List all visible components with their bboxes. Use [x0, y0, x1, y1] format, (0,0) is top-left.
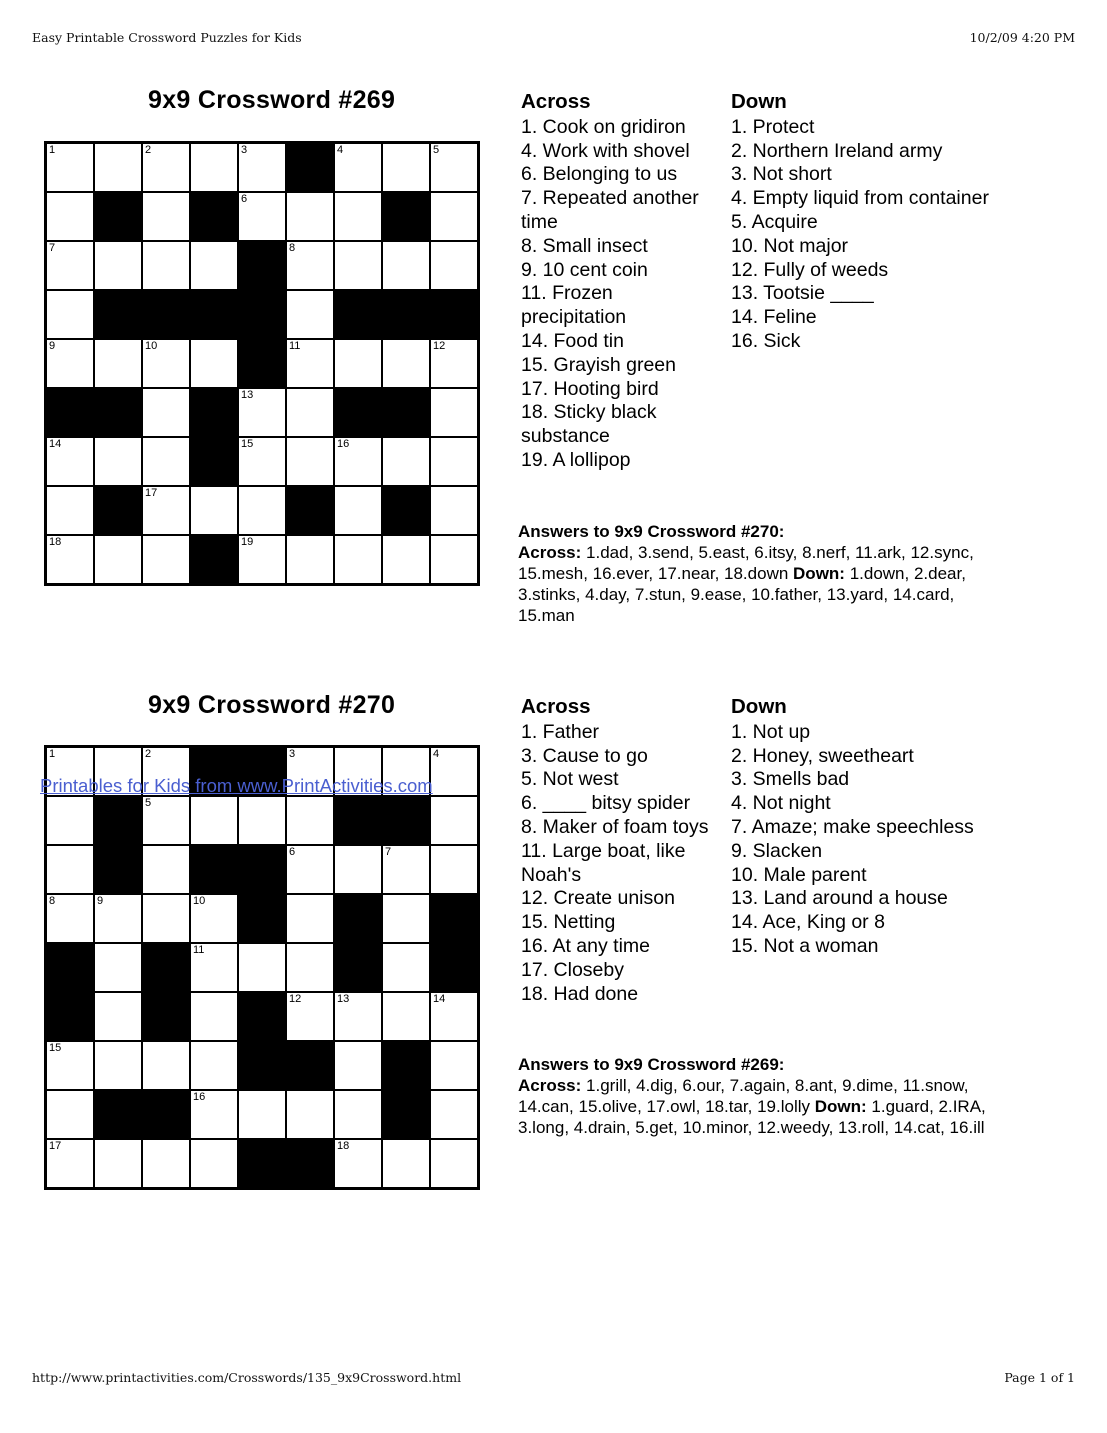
grid-cell[interactable] — [430, 192, 478, 241]
grid-cell[interactable] — [238, 143, 286, 192]
grid-block-cell — [190, 845, 238, 894]
clue-item: 3. Not short — [731, 163, 832, 186]
grid-cell[interactable] — [430, 1139, 478, 1188]
grid-cell[interactable] — [238, 192, 286, 241]
grid-cell[interactable] — [190, 143, 238, 192]
grid-block-cell — [94, 388, 142, 437]
grid-cell[interactable] — [142, 192, 190, 241]
grid-block-cell — [238, 241, 286, 290]
cell-number: 8 — [49, 895, 56, 907]
grid-cell[interactable] — [94, 437, 142, 486]
cell-number: 13 — [241, 389, 254, 401]
clue-item: 15. Not a woman — [731, 934, 879, 957]
header-timestamp: 10/2/09 4:20 PM — [969, 30, 1075, 45]
grid-block-cell — [382, 796, 430, 845]
page-footer — [32, 1370, 1075, 1385]
grid-cell[interactable] — [430, 535, 478, 584]
footer-url: http://www.printactivities.com/Crosswords/135_9x9Crossword.html — [32, 1370, 462, 1385]
clue-list-down-269 — [731, 116, 991, 354]
clue-item: 15. Grayish green — [521, 353, 677, 376]
grid-block-cell — [430, 894, 478, 943]
clue-item: 3. Cause to go — [521, 744, 648, 767]
grid-cell[interactable] — [142, 143, 190, 192]
clue-item: 14. Ace, King or 8 — [731, 911, 885, 934]
grid-cell[interactable] — [382, 143, 430, 192]
clue-item: 7. Amaze; make speechless — [731, 815, 974, 838]
grid-cell[interactable] — [334, 192, 382, 241]
grid-block-cell — [190, 290, 238, 339]
cell-number: 7 — [385, 846, 392, 858]
clue-item: 1. Not up — [731, 720, 811, 743]
cell-number: 2 — [145, 144, 152, 156]
clue-item: 16. Sick — [731, 329, 801, 352]
answers-down-text-270: 1.guard, 2.IRA, 3.long, 4.drain, 5.get, 10.minor, 12.weedy, 13.roll, 14.cat, 16.ill — [518, 1097, 986, 1137]
grid-cell[interactable] — [190, 1139, 238, 1188]
cell-number: 17 — [145, 487, 158, 499]
grid-cell[interactable] — [46, 1041, 94, 1090]
clue-item: 1. Cook on gridiron — [521, 115, 686, 138]
answers-down-label-270: Down: — [814, 1097, 867, 1116]
clue-item: 15. Netting — [521, 911, 616, 934]
clue-item: 18. Sticky black substance — [521, 401, 657, 448]
answers-across-label-270: Across: — [518, 1076, 582, 1095]
grid-block-cell — [190, 192, 238, 241]
clue-item: 7. Repeated another time — [521, 187, 699, 233]
grid-row — [46, 388, 478, 437]
grid-row — [46, 992, 478, 1041]
grid-cell[interactable] — [334, 1090, 382, 1139]
crossword-grid-270[interactable] — [44, 745, 480, 1190]
clue-item: 2. Northern Ireland army — [731, 139, 943, 162]
grid-cell[interactable] — [46, 845, 94, 894]
cell-number: 4 — [337, 144, 344, 156]
grid-cell[interactable] — [334, 845, 382, 894]
grid-cell[interactable] — [190, 1090, 238, 1139]
grid-block-cell — [382, 1090, 430, 1139]
grid-cell[interactable] — [382, 437, 430, 486]
grid-cell[interactable] — [334, 339, 382, 388]
grid-cell[interactable] — [334, 437, 382, 486]
grid-cell[interactable] — [334, 486, 382, 535]
grid-block-cell — [238, 992, 286, 1041]
grid-cell[interactable] — [334, 1041, 382, 1090]
grid-block-cell — [238, 290, 286, 339]
grid-cell[interactable] — [46, 1139, 94, 1188]
grid-block-cell — [190, 437, 238, 486]
grid-cell[interactable] — [286, 894, 334, 943]
grid-row — [46, 796, 478, 845]
grid-row — [46, 845, 478, 894]
cell-number: 11 — [193, 944, 205, 956]
clue-item: 4. Not night — [731, 792, 831, 815]
cell-number: 7 — [49, 242, 56, 254]
grid-cell[interactable] — [94, 1041, 142, 1090]
clue-item: 19. A lollipop — [521, 448, 631, 471]
grid-cell[interactable] — [142, 486, 190, 535]
grid-row — [46, 192, 478, 241]
cell-number: 12 — [289, 993, 302, 1005]
grid-cell[interactable] — [142, 339, 190, 388]
clue-list-down-270 — [731, 721, 991, 959]
clues-across-269 — [521, 90, 721, 473]
grid-cell[interactable] — [238, 1090, 286, 1139]
grid-cell[interactable] — [286, 388, 334, 437]
grid-cell[interactable] — [46, 894, 94, 943]
grid-cell[interactable] — [382, 943, 430, 992]
grid-cell[interactable] — [94, 1139, 142, 1188]
answers-across-label-269: Across: — [518, 543, 582, 562]
cell-number: 6 — [241, 193, 248, 205]
grid-cell[interactable] — [286, 290, 334, 339]
clue-item: 17. Closeby — [521, 958, 624, 981]
grid-block-cell — [142, 992, 190, 1041]
clue-item: 2. Honey, sweetheart — [731, 744, 914, 767]
grid-cell[interactable] — [190, 943, 238, 992]
grid-cell[interactable] — [286, 241, 334, 290]
clue-item: 18. Had done — [521, 982, 639, 1005]
crossword-grid-269[interactable] — [44, 141, 480, 586]
grid-cell[interactable] — [142, 894, 190, 943]
clue-item: 4. Work with shovel — [521, 139, 690, 162]
clue-item: 8. Maker of foam toys — [521, 815, 709, 838]
grid-cell[interactable] — [286, 992, 334, 1041]
cell-number: 9 — [97, 895, 104, 907]
grid-cell[interactable] — [382, 992, 430, 1041]
grid-block-cell — [286, 1139, 334, 1188]
clue-item: 10. Not major — [731, 234, 849, 257]
clue-item: 9. Slacken — [731, 839, 823, 862]
grid-row — [46, 437, 478, 486]
grid-block-cell — [94, 486, 142, 535]
grid-cell[interactable] — [430, 143, 478, 192]
grid-block-cell — [94, 1090, 142, 1139]
grid-cell[interactable] — [46, 486, 94, 535]
cell-number: 16 — [193, 1091, 206, 1103]
grid-cell[interactable] — [142, 437, 190, 486]
grid-block-cell — [382, 388, 430, 437]
grid-cell[interactable] — [286, 845, 334, 894]
clue-item: 8. Small insect — [521, 234, 648, 257]
grid-cell[interactable] — [142, 388, 190, 437]
cell-number: 5 — [433, 144, 440, 156]
grid-cell[interactable] — [334, 535, 382, 584]
grid-row — [46, 290, 478, 339]
footer-page-number: Page 1 of 1 — [1004, 1370, 1075, 1385]
clue-item: 17. Hooting bird — [521, 377, 659, 400]
grid-cell[interactable] — [142, 1041, 190, 1090]
grid-block-cell — [238, 339, 286, 388]
grid-block-cell — [286, 143, 334, 192]
grid-cell[interactable] — [430, 845, 478, 894]
grid-cell[interactable] — [286, 192, 334, 241]
clue-item: 4. Empty liquid from container — [731, 187, 989, 210]
grid-block-cell — [286, 486, 334, 535]
grid-cell[interactable] — [190, 241, 238, 290]
clue-item: 1. Father — [521, 720, 600, 743]
grid-cell[interactable] — [430, 437, 478, 486]
clue-item: 11. Frozen precipitation — [521, 282, 627, 329]
grid-cell[interactable] — [94, 535, 142, 584]
grid-block-cell — [334, 290, 382, 339]
grid-block-cell — [382, 486, 430, 535]
cell-number: 8 — [289, 242, 296, 254]
grid-cell[interactable] — [238, 796, 286, 845]
grid-cell[interactable] — [286, 943, 334, 992]
clue-item: 12. Fully of weeds — [731, 258, 889, 281]
grid-cell[interactable] — [238, 437, 286, 486]
grid-block-cell — [238, 845, 286, 894]
grid-cell[interactable] — [46, 796, 94, 845]
cell-number: 2 — [145, 748, 152, 760]
grid-cell[interactable] — [46, 143, 94, 192]
cell-number: 10 — [193, 895, 206, 907]
grid-cell[interactable] — [238, 486, 286, 535]
grid-block-cell — [334, 943, 382, 992]
grid-cell[interactable] — [142, 1139, 190, 1188]
grid-cell[interactable] — [94, 943, 142, 992]
grid-cell[interactable] — [94, 241, 142, 290]
cell-number: 11 — [289, 340, 301, 352]
grid-cell[interactable] — [430, 1041, 478, 1090]
grid-row — [46, 894, 478, 943]
clue-item: 14. Feline — [731, 306, 817, 329]
grid-cell[interactable] — [142, 796, 190, 845]
grid-row — [46, 143, 478, 192]
grid-block-cell — [46, 992, 94, 1041]
grid-cell[interactable] — [430, 796, 478, 845]
grid-cell[interactable] — [94, 143, 142, 192]
grid-cell[interactable] — [286, 437, 334, 486]
answers-down-label-269: Down: — [793, 564, 845, 583]
answers-title-270: Answers to 9x9 Crossword #269: — [518, 1055, 785, 1074]
grid-row — [46, 339, 478, 388]
grid-cell[interactable] — [46, 290, 94, 339]
cell-number: 19 — [241, 536, 254, 548]
grid-cell[interactable] — [430, 992, 478, 1041]
cell-number: 12 — [433, 340, 446, 352]
grid-cell[interactable] — [94, 894, 142, 943]
clue-item: 9. 10 cent coin — [521, 258, 648, 281]
grid-cell[interactable] — [334, 241, 382, 290]
clue-item: 14. Food tin — [521, 329, 624, 352]
grid-cell[interactable] — [382, 1139, 430, 1188]
grid-block-cell — [94, 290, 142, 339]
grid-cell[interactable] — [46, 1090, 94, 1139]
puzzle-269-title: 9x9 Crossword #269 — [148, 86, 396, 114]
grid-cell[interactable] — [238, 943, 286, 992]
grid-block-cell — [94, 192, 142, 241]
grid-cell[interactable] — [190, 796, 238, 845]
clue-item: 1. Protect — [731, 115, 815, 138]
clue-item: 5. Acquire — [731, 210, 818, 233]
grid-block-cell — [334, 894, 382, 943]
grid-cell[interactable] — [430, 747, 478, 796]
grid-cell[interactable] — [190, 486, 238, 535]
clue-list-across-269 — [521, 116, 721, 473]
grid-cell[interactable] — [430, 388, 478, 437]
grid-block-cell — [142, 290, 190, 339]
clue-item: 16. At any time — [521, 934, 650, 957]
answers-down-text-269: 1.down, 2.dear, 3.stinks, 4.day, 7.stun, 9.ease, 10.father, 13.yard, 14.card, 15.man — [518, 564, 966, 625]
grid-cell[interactable] — [46, 535, 94, 584]
grid-block-cell — [382, 192, 430, 241]
answers-body-269 — [518, 542, 988, 626]
cell-number: 1 — [49, 144, 56, 156]
cell-number: 17 — [49, 1140, 62, 1152]
grid-block-cell — [190, 535, 238, 584]
answers-body-270 — [518, 1075, 988, 1138]
clue-list-across-270 — [521, 721, 726, 1007]
answers-block-270 — [518, 1054, 988, 1138]
grid-row — [46, 1041, 478, 1090]
grid-cell[interactable] — [382, 845, 430, 894]
clue-item: 10. Male parent — [731, 863, 867, 886]
cell-number: 18 — [337, 1140, 350, 1152]
grid-cell[interactable] — [382, 339, 430, 388]
grid-cell[interactable] — [190, 1041, 238, 1090]
grid-block-cell — [46, 388, 94, 437]
answers-across-text-269: 1.dad, 3.send, 5.east, 6.itsy, 8.nerf, 11.ark, 12.sync, 15.mesh, 16.ever, 17.near, 18.down — [518, 543, 974, 583]
grid-cell[interactable] — [142, 535, 190, 584]
cell-number: 4 — [433, 748, 440, 760]
clue-item: 13. Tootsie ____ — [731, 282, 874, 305]
watermark-link[interactable]: Printables for Kids from www.PrintActivities.com — [40, 775, 433, 796]
cell-number: 3 — [289, 748, 296, 760]
grid-cell[interactable] — [94, 339, 142, 388]
clues-down-heading-270: Down — [731, 695, 787, 718]
grid-block-cell — [94, 796, 142, 845]
grid-row — [46, 1139, 478, 1188]
grid-cell[interactable] — [238, 535, 286, 584]
grid-cell[interactable] — [334, 143, 382, 192]
grid-cell[interactable] — [430, 1090, 478, 1139]
grid-cell[interactable] — [286, 339, 334, 388]
grid-block-cell — [430, 943, 478, 992]
cell-number: 9 — [49, 340, 56, 352]
grid-cell[interactable] — [382, 894, 430, 943]
grid-block-cell — [94, 845, 142, 894]
header-title: Easy Printable Crossword Puzzles for Kids — [32, 30, 302, 45]
grid-block-cell — [142, 1090, 190, 1139]
clue-item: 12. Create unison — [521, 887, 675, 910]
clue-item: 11. Large boat, like Noah's — [521, 839, 686, 886]
cell-number: 16 — [337, 438, 350, 450]
grid-block-cell — [334, 388, 382, 437]
clues-across-heading-270: Across — [521, 695, 591, 718]
grid-cell[interactable] — [382, 535, 430, 584]
grid-cell[interactable] — [190, 894, 238, 943]
clues-down-270 — [731, 695, 991, 959]
cell-number: 3 — [241, 144, 248, 156]
clue-item: 5. Not west — [521, 768, 619, 791]
clues-down-269 — [731, 90, 991, 354]
grid-row — [46, 943, 478, 992]
grid-cell[interactable] — [46, 437, 94, 486]
cell-number: 15 — [241, 438, 254, 450]
grid-block-cell — [238, 1041, 286, 1090]
grid-block-cell — [238, 894, 286, 943]
grid-block-cell — [430, 290, 478, 339]
grid-cell[interactable] — [46, 241, 94, 290]
grid-cell[interactable] — [142, 845, 190, 894]
grid-row — [46, 486, 478, 535]
answers-block-269 — [518, 521, 988, 626]
page-header — [32, 30, 1075, 45]
grid-cell[interactable] — [430, 339, 478, 388]
cell-number: 10 — [145, 340, 158, 352]
clue-item: 13. Land around a house — [731, 887, 948, 910]
cell-number: 5 — [145, 797, 152, 809]
clues-across-heading-269: Across — [521, 90, 591, 113]
grid-block-cell — [142, 943, 190, 992]
cell-number: 18 — [49, 536, 62, 548]
grid-cell[interactable] — [46, 339, 94, 388]
grid-cell[interactable] — [430, 241, 478, 290]
grid-block-cell — [190, 388, 238, 437]
grid-cell[interactable] — [382, 241, 430, 290]
answers-title-269: Answers to 9x9 Crossword #270: — [518, 522, 785, 541]
clues-across-270 — [521, 695, 726, 1006]
clues-down-heading-269: Down — [731, 90, 787, 113]
puzzle-270-title: 9x9 Crossword #270 — [148, 691, 396, 719]
grid-block-cell — [238, 1139, 286, 1188]
clue-item: 3. Smells bad — [731, 768, 850, 791]
grid-cell[interactable] — [94, 992, 142, 1041]
grid-cell[interactable] — [430, 486, 478, 535]
grid-cell[interactable] — [334, 992, 382, 1041]
grid-block-cell — [46, 943, 94, 992]
cell-number: 15 — [49, 1042, 62, 1054]
clue-item: 6. ____ bitsy spider — [521, 792, 691, 815]
cell-number: 13 — [337, 993, 350, 1005]
grid-block-cell — [382, 1041, 430, 1090]
grid-row — [46, 1090, 478, 1139]
grid-cell[interactable] — [190, 992, 238, 1041]
grid-cell[interactable] — [286, 796, 334, 845]
answers-across-text-270: 1.grill, 4.dig, 6.our, 7.again, 8.ant, 9.dime, 11.snow, 14.can, 15.olive, 17.owl, 18.tar, 19.lolly — [518, 1076, 969, 1116]
cell-number: 14 — [433, 993, 446, 1005]
cell-number: 6 — [289, 846, 296, 858]
grid-cell[interactable] — [286, 535, 334, 584]
grid-cell[interactable] — [334, 1139, 382, 1188]
cell-number: 1 — [49, 748, 56, 760]
grid-block-cell — [334, 796, 382, 845]
grid-cell[interactable] — [46, 192, 94, 241]
grid-block-cell — [382, 290, 430, 339]
grid-row — [46, 535, 478, 584]
grid-cell[interactable] — [190, 339, 238, 388]
grid-block-cell — [286, 1041, 334, 1090]
grid-cell[interactable] — [142, 241, 190, 290]
grid-cell[interactable] — [238, 388, 286, 437]
cell-number: 14 — [49, 438, 62, 450]
clue-item: 6. Belonging to us — [521, 163, 678, 186]
grid-row — [46, 241, 478, 290]
grid-cell[interactable] — [286, 1090, 334, 1139]
